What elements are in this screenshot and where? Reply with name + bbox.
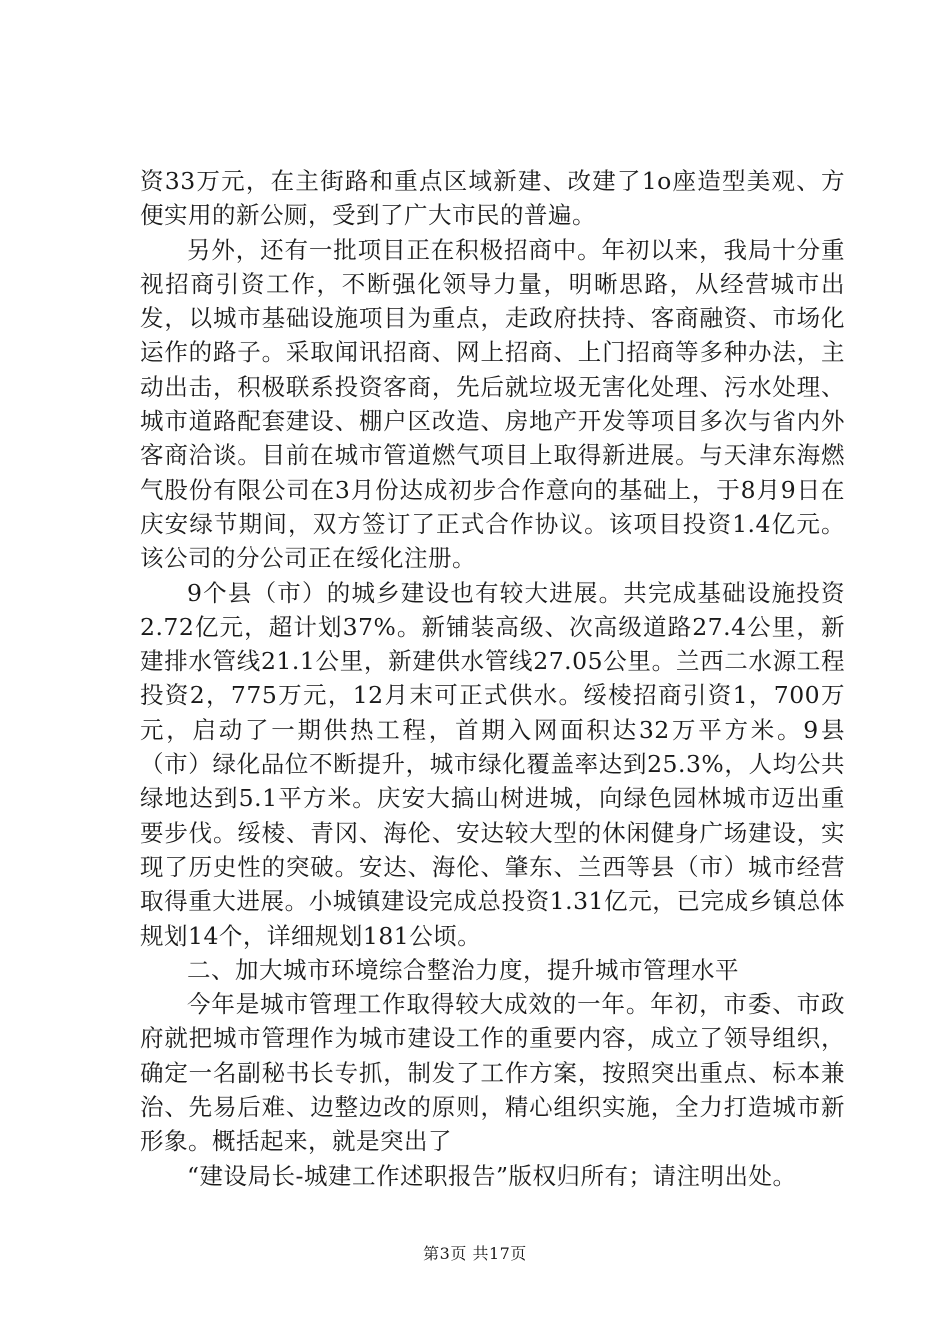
paragraph-county-construction: 9个县（市）的城乡建设也有较大进展。共完成基础设施投资2.72亿元，超计划37%。新铺装高级、次高级道路27.4公里，新建排水管线21.1公里，新建供水管线27.05公里。兰西二水源工程投资2，775万元，12月末可正式供水。绥棱招商引资1，700万元，启动了一期供热工程，首期入网面积达32万平方米。9县（市）绿化品位不断提升，城市绿化覆盖率达到25.3%，人均公共绿地达到5.1平方米。庆安大搞山树进城，向绿色园林城市迈出重要步伐。绥棱、青冈、海伦、安达较大型的休闲健身广场建设，实现了历史性的突破。安达、海伦、肇东、兰西等县（市）城市经营取得重大进展。小城镇建设完成总投资1.31亿元，已完成乡镇总体规划14个，详细规划181公顷。 bbox=[140, 578, 845, 950]
body-text bbox=[140, 164, 845, 1193]
page-number-footer: 第3页 共17页 bbox=[423, 1244, 527, 1263]
paragraph-investment-promotion: 另外，还有一批项目正在积极招商中。年初以来，我局十分重视招商引资工作，不断强化领导力量，明晰思路，从经营城市出发，以城市基础设施项目为重点，走政府扶持、客商融资、市场化运作的路子。采取闻讯招商、网上招商、上门招商等多种办法，主动出击，积极联系投资客商，先后就垃圾无害化处理、污水处理、城市道路配套建设、棚户区改造、房地产开发等项目多次与省内外客商洽谈。目前在城市管道燃气项目上取得新进展。与天津东海燃气股份有限公司在3月份达成初步合作意向的基础上，于8月9日在庆安绿节期间，双方签订了正式合作协议。该项目投资1.4亿元。该公司的分公司正在绥化注册。 bbox=[140, 235, 845, 573]
copyright-notice: “建设局长-城建工作述职报告”版权归所有；请注明出处。 bbox=[187, 1161, 797, 1190]
paragraph-continuation: 资33万元，在主街路和重点区域新建、改建了1o座造型美观、方便实用的新公厕，受到了广大市民的普遍。 bbox=[140, 167, 845, 230]
paragraph-city-management: 今年是城市管理工作取得较大成效的一年。年初，市委、市政府就把城市管理作为城市建设工作的重要内容，成立了领导组织，确定一名副秘书长专抓，制发了工作方案，按照突出重点、标本兼治、先易后难、边整边改的原则，精心组织实施，全力打造城市新形象。概括起来，就是突出了 bbox=[140, 990, 845, 1156]
section-heading: 二、加大城市环境综合整治力度，提升城市管理水平 bbox=[187, 955, 739, 984]
